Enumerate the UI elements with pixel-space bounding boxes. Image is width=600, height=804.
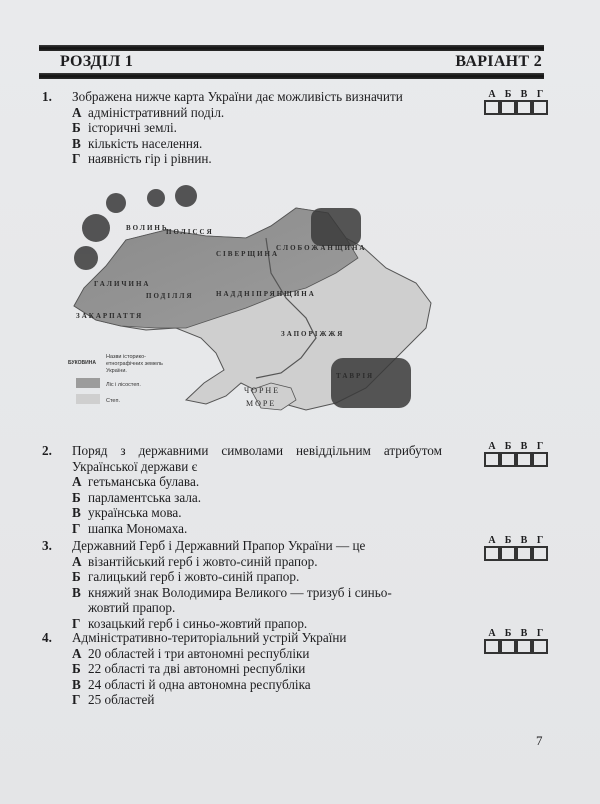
option-a: А адміністративний поділ. [72, 104, 225, 120]
option-g: Г козацький герб і синьо-жовтий прапор. [72, 615, 308, 631]
svg-text:ЗАКАРПАТТЯ: ЗАКАРПАТТЯ [76, 312, 144, 320]
option-v: В 24 області й одна автономна республіка [72, 676, 311, 692]
question-number: 3. [42, 538, 52, 553]
svg-text:ЧОРНЕ: ЧОРНЕ [244, 386, 281, 395]
option-b: Б 22 області та дві автономні республіки [72, 661, 306, 676]
option-a: А візантійський герб і жовто-синій прапор. [72, 553, 318, 569]
answer-box-g[interactable] [532, 546, 548, 561]
option-v: В кількість населення. [72, 135, 203, 151]
variant-title: ВАРІАНТ 2 [455, 53, 542, 70]
question-number: 2. [42, 443, 52, 458]
option-v: В українська мова. [72, 505, 182, 520]
svg-text:СІВЕРЩИНА: СІВЕРЩИНА [216, 250, 280, 258]
answer-box-a[interactable] [484, 546, 500, 561]
page-number: 7 [536, 733, 543, 748]
svg-text:СЛОБОЖАНЩИНА: СЛОБОЖАНЩИНА [276, 244, 367, 252]
answer-box-b[interactable] [500, 639, 516, 654]
question-2 [42, 443, 442, 536]
answer-box-b[interactable] [500, 100, 516, 115]
option-v: В княжий знак Володимира Великого — тризуб і синьо-жовтий прапор. [72, 584, 392, 615]
option-g: Г 25 областей [72, 692, 155, 707]
historical-lands-map [66, 178, 438, 414]
answer-box-b[interactable] [500, 452, 516, 467]
section-title: РОЗДІЛ 1 [60, 53, 134, 70]
answer-box-g[interactable] [532, 639, 548, 654]
option-a: А 20 областей і три автономні республіки [72, 645, 310, 661]
answer-grid-2: А Б В Г [484, 442, 564, 467]
question-stem: Зображена нижче карта України дає можливість визначити [72, 89, 403, 104]
header-rule-bottom [39, 73, 544, 79]
answer-box-v[interactable] [516, 639, 532, 654]
answer-grid-4: А Б В Г [484, 629, 564, 654]
svg-text:етнографічних земель: етнографічних земель [106, 361, 163, 367]
header-rule-top [39, 45, 544, 51]
answer-box-v[interactable] [516, 452, 532, 467]
svg-text:ЗАПОРІЖЖЯ: ЗАПОРІЖЖЯ [281, 330, 345, 338]
svg-text:ПОДІЛЛЯ: ПОДІЛЛЯ [146, 292, 194, 300]
answer-box-v[interactable] [516, 546, 532, 561]
answer-grid-3: А Б В Г [484, 536, 564, 561]
question-stem: Адміністративно-територіальний устрій України [72, 630, 347, 645]
option-b: Б галицький герб і жовто-синій прапор. [72, 569, 300, 584]
answer-box-b[interactable] [500, 546, 516, 561]
option-g: Г наявність гір і рівнин. [72, 151, 212, 166]
svg-text:ПОЛІССЯ: ПОЛІССЯ [166, 228, 214, 236]
answer-box-g[interactable] [532, 452, 548, 467]
option-b: Б парламентська зала. [72, 489, 202, 505]
question-stem: Державний Герб і Державний Прапор України — це [72, 538, 366, 553]
question-stem: Поряд з державними символами невіддільним атрибутом Української держави є [72, 443, 442, 474]
question-4 [42, 630, 442, 708]
option-g: Г шапка Мономаха. [72, 520, 188, 536]
svg-text:ВОЛИНЬ: ВОЛИНЬ [126, 224, 169, 232]
svg-text:МОРЕ: МОРЕ [246, 399, 277, 408]
answer-box-v[interactable] [516, 100, 532, 115]
svg-text:ТАВРІЯ: ТАВРІЯ [336, 372, 375, 380]
answer-box-a[interactable] [484, 100, 500, 115]
svg-text:НАДДНІПРЯНЩИНА: НАДДНІПРЯНЩИНА [216, 290, 316, 298]
option-a: А гетьманська булава. [72, 474, 200, 489]
question-number: 1. [42, 89, 52, 104]
question-number: 4. [42, 630, 52, 645]
question-3 [42, 538, 442, 631]
svg-text:Назви історико-: Назви історико- [106, 354, 146, 360]
answer-box-a[interactable] [484, 452, 500, 467]
svg-text:Степ.: Степ. [106, 398, 120, 404]
answer-box-a[interactable] [484, 639, 500, 654]
answer-grid-1: А Б В Г [484, 90, 564, 115]
svg-text:Ліс і лісостеп.: Ліс і лісостеп. [106, 382, 141, 388]
option-b: Б історичні землі. [72, 120, 177, 135]
svg-text:України.: України. [106, 368, 127, 374]
svg-text:БУКОВИНА: БУКОВИНА [68, 360, 96, 366]
question-1 [42, 89, 442, 167]
answer-box-g[interactable] [532, 100, 548, 115]
svg-text:ГАЛИЧИНА: ГАЛИЧИНА [94, 280, 151, 288]
